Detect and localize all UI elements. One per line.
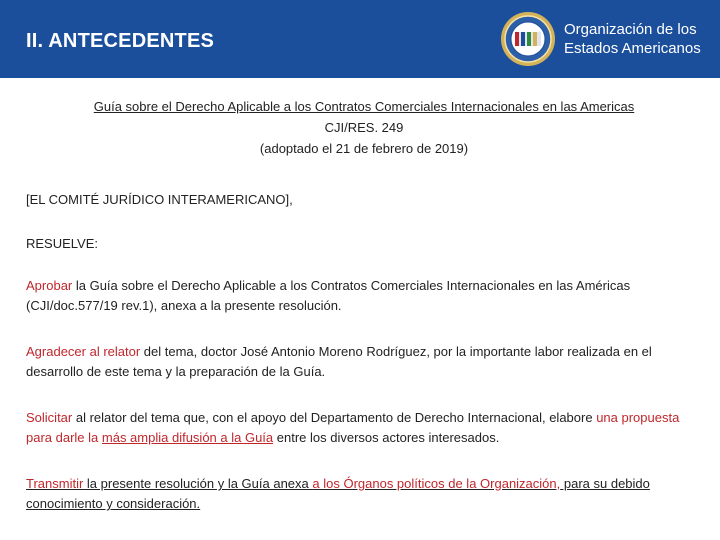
transmit-keyword: Transmitir xyxy=(26,476,84,491)
resolves-line: RESUELVE: xyxy=(26,236,99,251)
organization-name xyxy=(564,20,701,58)
transmit-organs: a los Órganos políticos de la Organización, xyxy=(312,476,561,491)
section-title: II. ANTECEDENTES xyxy=(26,30,215,52)
request-text: al relator del tema que, con el apoyo del Departamento de Derecho Internacional, elabore xyxy=(72,410,597,425)
document-title: Guía sobre el Derecho Aplicable a los Contratos Comerciales Internacionales en las Americas xyxy=(93,99,635,114)
request-proposal: una propuesta para darle la xyxy=(26,410,680,445)
thank-text: del tema, doctor José Antonio Moreno Rodríguez, por la importante labor realizada en el desarrollo de este tema y la preparación de la Guía. xyxy=(26,344,652,379)
thank-paragraph xyxy=(26,342,702,382)
approve-keyword: Aprobar xyxy=(26,278,73,293)
request-paragraph xyxy=(26,408,702,448)
approve-paragraph xyxy=(26,276,702,316)
request-end: entre los diversos actores interesados. xyxy=(273,430,500,445)
thank-keyword: Agradecer al relator xyxy=(26,344,141,359)
header-banner xyxy=(0,0,720,78)
oas-seal-icon xyxy=(500,10,556,68)
org-name-line1: Organización de los xyxy=(564,21,697,38)
request-dissemination: más amplia difusión a la Guía xyxy=(101,430,274,445)
org-name-line2: Estados Americanos xyxy=(564,40,701,57)
oas-logo xyxy=(500,8,712,70)
transmit-paragraph xyxy=(26,474,702,514)
resolution-code: CJI/RES. 249 xyxy=(324,120,404,135)
approve-text: la Guía sobre el Derecho Aplicable a los Contratos Comerciales Internacionales en las Américas (CJI/doc.577/19 rev.1), anexa a la presente resolución. xyxy=(26,278,631,313)
transmit-text: la presente resolución y la Guía anexa xyxy=(83,476,313,491)
transmit-end: para su debido conocimiento y consideración xyxy=(26,476,650,511)
document-body xyxy=(26,96,702,511)
adoption-date: (adoptado el 21 de febrero de 2019) xyxy=(259,141,469,156)
request-keyword: Solicitar xyxy=(26,410,73,425)
committee-line: [EL COMITÉ JURÍDICO INTERAMERICANO], xyxy=(26,192,293,207)
document-heading xyxy=(26,96,702,159)
transmit-period: . xyxy=(196,496,201,511)
